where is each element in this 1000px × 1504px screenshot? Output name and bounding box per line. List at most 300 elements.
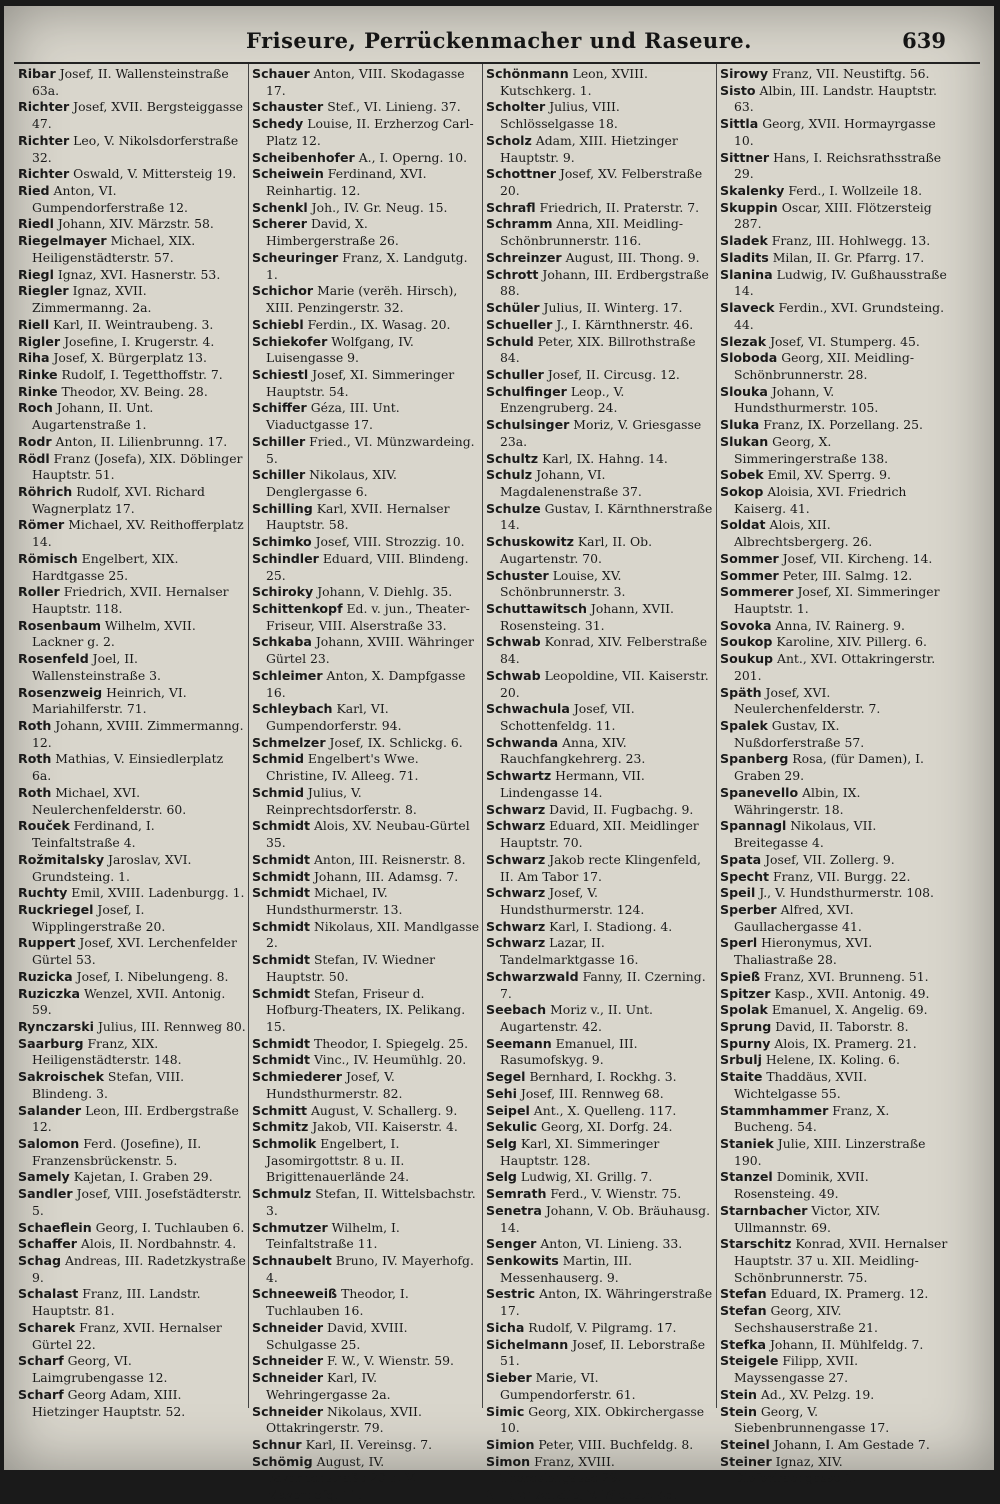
directory-entry bbox=[720, 1169, 948, 1202]
entry-details: Stefan, VIII. Blindeng. 3. bbox=[32, 1069, 185, 1101]
entry-details: Karl, IV. Wehringergasse 2a. bbox=[266, 1370, 391, 1402]
entry-surname: Sekulic bbox=[486, 1119, 538, 1135]
entry-details: Ferd., V. Wienstr. 75. bbox=[550, 1186, 682, 1202]
entry-details: Nikolaus, VII. Breitegasse 4. bbox=[734, 818, 877, 851]
entry-surname: Starschitz bbox=[720, 1236, 792, 1252]
directory-entry bbox=[486, 451, 714, 468]
entry-details: Josef, IX. Schlickg. 6. bbox=[329, 734, 463, 750]
directory-entry bbox=[252, 584, 480, 601]
directory-entry bbox=[486, 1002, 714, 1035]
directory-entry bbox=[720, 685, 948, 718]
entry-surname: Schiffer bbox=[252, 400, 307, 416]
entry-surname: Spieß bbox=[720, 968, 761, 984]
entry-details: Fanny, II. Czerning. 7. bbox=[500, 968, 706, 1001]
directory-entry bbox=[486, 384, 714, 417]
entry-details: Karl, I. Stadiong. 4. bbox=[549, 918, 673, 934]
directory-entry bbox=[486, 66, 714, 99]
entry-details: Eduard, VIII. Blindeng. 25. bbox=[266, 550, 469, 583]
directory-entry bbox=[486, 467, 714, 500]
entry-details: Oswald, V. Mittersteig 19. bbox=[73, 166, 237, 182]
entry-details: Karl, XI. Simmeringer Hauptstr. 128. bbox=[500, 1136, 660, 1168]
column-divider bbox=[716, 64, 717, 1408]
entry-details: Josef, VII. Schottenfeldg. 11. bbox=[500, 701, 635, 734]
entry-details: Lazar, II. Tandelmarktgasse 16. bbox=[500, 935, 639, 968]
entry-surname: Roch bbox=[18, 400, 53, 416]
entry-details: Anton, X. Dampfgasse 16. bbox=[266, 667, 466, 700]
directory-entry bbox=[486, 1069, 714, 1086]
directory-entry bbox=[720, 1286, 948, 1303]
entry-surname: Richter bbox=[18, 166, 70, 182]
entry-surname: Rodr bbox=[18, 433, 52, 449]
directory-entry bbox=[252, 467, 480, 500]
entry-surname: Steiner bbox=[720, 1453, 772, 1469]
entry-details: Ferd. (Josefine), II. Franzensbrückenstr. 5. bbox=[32, 1136, 202, 1168]
entry-surname: Schwarz bbox=[486, 851, 546, 867]
entry-surname: Sandler bbox=[18, 1186, 73, 1202]
entry-surname: Scharek bbox=[18, 1319, 76, 1335]
entry-details: David, II. Taborstr. 8. bbox=[775, 1018, 909, 1034]
entry-details: Karl, II. Weintraubeng. 3. bbox=[53, 316, 214, 332]
directory-entry bbox=[486, 300, 714, 317]
entry-details: Julius, III. Rennweg 80. bbox=[97, 1018, 246, 1034]
entry-details: Georg, X. Simmeringerstraße 138. bbox=[734, 433, 889, 466]
entry-details: Milan, II. Gr. Pfarrg. 17. bbox=[772, 249, 925, 265]
directory-entry bbox=[486, 885, 714, 918]
directory-entry bbox=[18, 216, 246, 233]
entry-details: Stefan, Friseur d. Hofburg-Theaters, IX. Pelikang. 15. bbox=[266, 985, 466, 1034]
directory-entry bbox=[252, 400, 480, 433]
directory-entry bbox=[486, 216, 714, 249]
entry-details: Alois, II. Nordbahnstr. 4. bbox=[80, 1236, 237, 1252]
directory-entry bbox=[18, 584, 246, 617]
directory-entry bbox=[720, 785, 948, 818]
entry-details: Moriz, V. Griesgasse 23a. bbox=[500, 417, 702, 449]
entry-details: Emil, XV. Sperrg. 9. bbox=[767, 467, 891, 483]
entry-surname: Schkaba bbox=[252, 634, 312, 650]
directory-entry bbox=[252, 1320, 480, 1353]
entry-details: Alois, IX. Pramerg. 21. bbox=[774, 1035, 917, 1051]
directory-entry bbox=[720, 935, 948, 968]
entry-details: Anna, XIV. Rauchfangkehrerg. 23. bbox=[500, 734, 646, 767]
entry-surname: Starnbacher bbox=[720, 1202, 808, 1218]
directory-entry bbox=[720, 1337, 948, 1354]
directory-column-4 bbox=[720, 66, 948, 1486]
entry-details: Franz, XVI. Brunneng. 51. bbox=[763, 968, 929, 984]
directory-entry bbox=[720, 986, 948, 1003]
entry-details: Leopoldine, VII. Kaiserstr. 20. bbox=[500, 667, 709, 700]
entry-details: Josef, V. Hundsthurmerstr. 82. bbox=[266, 1069, 403, 1101]
entry-surname: Spanberg bbox=[720, 751, 789, 767]
entry-details: Nikolaus, XIV. Denglergasse 6. bbox=[266, 467, 397, 499]
entry-surname: Schenkl bbox=[252, 199, 308, 215]
directory-entry bbox=[252, 986, 480, 1036]
entry-details: Josef, VIII. Strozzig. 10. bbox=[315, 534, 465, 550]
directory-entry bbox=[252, 1286, 480, 1319]
entry-surname: Rinke bbox=[18, 366, 58, 382]
directory-entry bbox=[720, 885, 948, 902]
entry-surname: Schmidt bbox=[252, 918, 310, 934]
entry-surname: Späth bbox=[720, 684, 762, 700]
directory-entry bbox=[486, 919, 714, 936]
entry-details: Anna, XII. Meidling-Schönbrunnerstr. 116. bbox=[500, 216, 684, 249]
directory-entry bbox=[720, 718, 948, 751]
entry-surname: Riegl bbox=[18, 266, 54, 282]
entry-surname: Schuttawitsch bbox=[486, 601, 587, 616]
entry-surname: Slezak bbox=[720, 333, 767, 349]
entry-details: Stef., VI. Linieng. 37. bbox=[327, 99, 461, 115]
directory-entry bbox=[252, 1454, 480, 1504]
entry-details: Josef, V. Hundsthurmerstr. 124. bbox=[500, 885, 645, 917]
entry-details: Emil, XVIII. Ladenburgg. 1. bbox=[71, 885, 245, 901]
directory-entry bbox=[486, 200, 714, 217]
entry-surname: Schiller bbox=[252, 467, 306, 483]
entry-details: Adam, XIII. Hietzinger Hauptstr. 9. bbox=[500, 132, 678, 165]
entry-surname: Spata bbox=[720, 851, 762, 867]
entry-details: Karoline, XIV. Pillerg. 6. bbox=[776, 634, 927, 650]
directory-entry bbox=[252, 334, 480, 367]
page-title: Friseure, Perrückenmacher und Raseure. bbox=[246, 28, 752, 53]
entry-details: David, XVIII. Schulgasse 25. bbox=[266, 1319, 408, 1352]
entry-details: Franz, XVIII. Theresiengasse 29. bbox=[500, 1453, 622, 1486]
directory-entry bbox=[486, 1203, 714, 1236]
entry-surname: Schmidt bbox=[252, 818, 310, 834]
entry-details: Josef, XI. Simmeringer Hauptstr. 54. bbox=[266, 366, 455, 399]
directory-entry bbox=[18, 1286, 246, 1319]
directory-entry bbox=[720, 250, 948, 267]
entry-surname: Schuld bbox=[486, 333, 534, 349]
entry-details: Leop., V. Enzengruberg. 24. bbox=[500, 383, 625, 416]
entry-surname: Soukup bbox=[720, 651, 774, 667]
directory-entry bbox=[252, 1404, 480, 1437]
entry-details: Martin, III. Messenhauserg. 9. bbox=[500, 1253, 633, 1285]
entry-details: Josef, I. Wipplingerstraße 20. bbox=[32, 901, 166, 934]
directory-entry bbox=[720, 1136, 948, 1169]
entry-surname: Schneider bbox=[252, 1403, 324, 1419]
entry-surname: Schmelzer bbox=[252, 734, 326, 750]
directory-column-3 bbox=[486, 66, 714, 1503]
directory-entry bbox=[486, 1086, 714, 1103]
entry-surname: Schuster bbox=[486, 567, 549, 583]
entry-surname: Schwarz bbox=[486, 935, 546, 951]
entry-surname: Schramm bbox=[486, 216, 553, 232]
entry-details: Vinc., IV. Heumühlg. 20. bbox=[313, 1052, 467, 1068]
entry-details: Michael, XVI. Neulerchenfelderstr. 60. bbox=[32, 784, 187, 817]
entry-surname: Stammhammer bbox=[720, 1102, 829, 1118]
entry-surname: Seebach bbox=[486, 1002, 547, 1018]
entry-surname: Ruziczka bbox=[18, 985, 80, 1001]
directory-entry bbox=[18, 66, 246, 99]
entry-surname: Soldat bbox=[720, 517, 766, 533]
entry-details: Alfred, XVI. Gaullachergasse 41. bbox=[734, 901, 862, 934]
directory-entry bbox=[720, 1387, 948, 1404]
entry-details: Kasp., XVII. Antonig. 49. bbox=[774, 985, 930, 1001]
entry-surname: Rosenbaum bbox=[18, 617, 101, 633]
directory-entry bbox=[18, 935, 246, 968]
entry-details: Ferdin., XVI. Grundsteing. 44. bbox=[734, 300, 945, 332]
entry-surname: Schiller bbox=[252, 433, 306, 449]
directory-entry bbox=[252, 1036, 480, 1053]
entry-surname: Sladek bbox=[720, 233, 768, 249]
entry-surname: Saarburg bbox=[18, 1035, 84, 1051]
directory-entry bbox=[486, 1404, 714, 1437]
directory-entry bbox=[252, 1069, 480, 1102]
entry-surname: Schiekofer bbox=[252, 333, 328, 349]
entry-details: Johann, V. Diehlg. 35. bbox=[317, 584, 453, 600]
directory-entry bbox=[18, 902, 246, 935]
entry-surname: Schwarz bbox=[486, 885, 546, 901]
directory-entry bbox=[252, 283, 480, 316]
entry-details: August, V. Schallerg. 9. bbox=[310, 1102, 458, 1118]
entry-surname: Samely bbox=[18, 1169, 70, 1185]
entry-details: Franz, X. Bucheng. 54. bbox=[734, 1102, 890, 1135]
directory-entry bbox=[252, 751, 480, 784]
directory-entry bbox=[18, 384, 246, 401]
entry-details: Franz, XIX. Heiligenstädterstr. 148. bbox=[32, 1035, 182, 1068]
entry-details: Thaddäus, XVII. Wichtelgasse 55. bbox=[734, 1069, 868, 1101]
directory-entry bbox=[18, 317, 246, 334]
entry-details: Peter, XIX. Billrothstraße 84. bbox=[500, 333, 696, 366]
entry-surname: Stein bbox=[720, 1386, 757, 1402]
entry-surname: Schulze bbox=[486, 500, 541, 516]
entry-details: Fried., VI. Münzwardeing. 5. bbox=[266, 433, 475, 466]
entry-details: Josef, VI. Stumperg. 45. bbox=[770, 333, 920, 349]
directory-entry bbox=[486, 1169, 714, 1186]
entry-surname: Selg bbox=[486, 1136, 517, 1151]
entry-details: Karl, VI. Gumpendorferstr. 94. bbox=[266, 701, 402, 734]
entry-details: Theodor, I. Tuchlauben 16. bbox=[266, 1286, 409, 1319]
entry-details: Dominik, XVII. Rosensteing. 49. bbox=[734, 1169, 869, 1202]
entry-details: Johann, XVIII. Währinger Gürtel 23. bbox=[266, 634, 474, 667]
directory-entry bbox=[18, 651, 246, 684]
directory-entry bbox=[486, 1320, 714, 1337]
entry-details: David, II. Fugbachg. 9. bbox=[549, 801, 694, 817]
entry-details: Joel, II. Wallensteinstraße 3. bbox=[32, 651, 161, 683]
entry-surname: Senkowits bbox=[486, 1253, 559, 1269]
entry-details: Ferdinand, I. Teinfaltstraße 4. bbox=[32, 818, 155, 851]
entry-details: Peter, VIII. Buchfeldg. 8. bbox=[538, 1436, 694, 1452]
directory-entry bbox=[486, 501, 714, 534]
entry-details: Josef, VII. Zollerg. 9. bbox=[765, 851, 895, 867]
entry-surname: Schnaubelt bbox=[252, 1253, 332, 1269]
directory-entry bbox=[720, 902, 948, 935]
entry-surname: Steinel bbox=[720, 1436, 770, 1452]
entry-details: Josef, XVI. Lerchenfelder Gürtel 53. bbox=[32, 935, 237, 968]
directory-entry bbox=[18, 1387, 246, 1420]
directory-entry bbox=[252, 1119, 480, 1136]
entry-surname: Schmidt bbox=[252, 1052, 310, 1068]
directory-entry bbox=[486, 701, 714, 734]
entry-surname: Schmidt bbox=[252, 1035, 310, 1051]
entry-details: Hermann, VII. Lindengasse 14. bbox=[500, 768, 645, 800]
entry-surname: Schneeweiß bbox=[252, 1286, 338, 1302]
entry-details: Johann, VI. Magdalenenstraße 37. bbox=[500, 467, 642, 499]
directory-entry bbox=[486, 267, 714, 300]
entry-details: Franz (Josefa), XIX. Döblinger Hauptstr. 51. bbox=[32, 450, 243, 483]
entry-details: Friedrich, XVII. Hernalser Hauptstr. 118. bbox=[32, 584, 229, 616]
directory-entry bbox=[486, 818, 714, 851]
entry-surname: Schottner bbox=[486, 166, 556, 182]
directory-entry bbox=[486, 1186, 714, 1203]
entry-details: Engelbert, XIX. Hardtgasse 25. bbox=[32, 550, 179, 583]
entry-surname: Schuskowitz bbox=[486, 534, 574, 550]
directory-entry bbox=[720, 183, 948, 200]
entry-details: Ad., XV. Pelzg. 19. bbox=[760, 1386, 875, 1402]
directory-entry bbox=[486, 802, 714, 819]
entry-surname: Salomon bbox=[18, 1136, 80, 1151]
entry-details: Anton, II. Lilienbrunng. 17. bbox=[55, 433, 228, 449]
directory-entry bbox=[252, 66, 480, 99]
directory-entry bbox=[486, 1136, 714, 1169]
entry-surname: Simon bbox=[486, 1453, 531, 1469]
entry-details: Louise, II. Erzherzog Carl-Platz 12. bbox=[266, 116, 474, 148]
entry-surname: Schulfinger bbox=[486, 383, 567, 399]
entry-surname: Scharf bbox=[18, 1386, 64, 1402]
entry-surname: Schreinzer bbox=[486, 249, 562, 265]
entry-surname: Skalenky bbox=[720, 183, 785, 199]
entry-details: Moriz v., II. Unt. Augartenstr. 42. bbox=[500, 1002, 653, 1034]
entry-surname: Schmidt bbox=[252, 952, 310, 968]
directory-entry bbox=[720, 568, 948, 585]
entry-surname: Schömig bbox=[252, 1453, 313, 1469]
directory-entry bbox=[252, 885, 480, 918]
entry-details: Johann, III. Adamsg. 7. bbox=[313, 868, 459, 884]
entry-details: Anton, III. Reisnerstr. 8. bbox=[313, 851, 466, 867]
entry-surname: Slanina bbox=[720, 266, 773, 282]
entry-surname: Roth bbox=[18, 751, 52, 767]
directory-entry bbox=[486, 634, 714, 667]
entry-surname: Schmitz bbox=[252, 1119, 309, 1135]
entry-surname: Schönmann bbox=[486, 66, 569, 81]
entry-details: Georg, XIX. Obkirchergasse 10. bbox=[500, 1403, 705, 1436]
directory-entry bbox=[486, 133, 714, 166]
entry-surname: Seipel bbox=[486, 1102, 530, 1118]
entry-details: Wilhelm, I. Teinfaltstraße 11. bbox=[266, 1219, 400, 1252]
directory-entry bbox=[18, 233, 246, 266]
directory-entry bbox=[18, 1069, 246, 1102]
directory-entry bbox=[18, 718, 246, 751]
directory-entry bbox=[486, 534, 714, 567]
entry-details: Josef, XI. Simmeringer Hauptstr. 1. bbox=[734, 584, 940, 616]
entry-surname: Schwarz bbox=[486, 801, 546, 817]
directory-entry bbox=[720, 584, 948, 617]
directory-column-1 bbox=[18, 66, 246, 1426]
entry-details: Anton, VIII. Skodagasse 17. bbox=[266, 66, 465, 98]
entry-surname: Schmitt bbox=[252, 1102, 307, 1118]
entry-surname: Rigler bbox=[18, 333, 61, 349]
entry-details: Franz, III. Landstr. Hauptstr. 81. bbox=[32, 1286, 201, 1319]
entry-surname: Rödl bbox=[18, 450, 50, 466]
entry-surname: Schauster bbox=[252, 99, 324, 115]
entry-details: Konrad, XVII. Hernalser Hauptstr. 37 u. XII. Meidling-Schönbrunnerstr. 75. bbox=[734, 1236, 948, 1285]
entry-surname: Stefka bbox=[720, 1336, 766, 1352]
entry-surname: Schleybach bbox=[252, 701, 333, 717]
entry-surname: Schedy bbox=[252, 116, 304, 132]
entry-surname: Senetra bbox=[486, 1202, 542, 1218]
entry-details: Louise, XV. Schönbrunnerstr. 3. bbox=[500, 567, 626, 600]
directory-entry bbox=[18, 969, 246, 986]
directory-entry bbox=[720, 969, 948, 986]
entry-surname: Riegler bbox=[18, 283, 69, 299]
directory-entry bbox=[18, 334, 246, 351]
entry-details: Julius, II. Winterg. 17. bbox=[543, 300, 683, 316]
entry-details: Emanuel, X. Angelig. 69. bbox=[771, 1002, 928, 1018]
directory-entry bbox=[720, 818, 948, 851]
entry-surname: Riedl bbox=[18, 216, 54, 232]
directory-entry bbox=[18, 818, 246, 851]
entry-surname: Specht bbox=[720, 868, 770, 884]
entry-details: Marie, VI. Gumpendorferstr. 61. bbox=[500, 1370, 636, 1402]
directory-page bbox=[4, 6, 994, 1503]
directory-entry bbox=[720, 1069, 948, 1102]
entry-surname: Sommer bbox=[720, 567, 779, 583]
entry-details: Filipp, XVII. Mayssengasse 27. bbox=[734, 1353, 859, 1386]
entry-details: Nikolaus, XII. Mandlgasse 2. bbox=[266, 918, 480, 951]
directory-entry bbox=[18, 1253, 246, 1286]
entry-surname: Sehi bbox=[486, 1085, 517, 1101]
entry-surname: Sichelmann bbox=[486, 1336, 569, 1352]
directory-entry bbox=[252, 99, 480, 116]
entry-details: Ant., X. Quelleng. 117. bbox=[533, 1102, 677, 1118]
entry-details: Amalie, V. Wienstr. 45. bbox=[536, 1487, 678, 1503]
entry-surname: Scheiwein bbox=[252, 166, 324, 182]
entry-surname: Riell bbox=[18, 316, 50, 332]
entry-surname: Spolak bbox=[720, 1002, 768, 1018]
entry-surname: Srbulj bbox=[720, 1052, 762, 1068]
directory-column-2 bbox=[252, 66, 480, 1503]
directory-entry bbox=[720, 417, 948, 434]
column-divider bbox=[482, 64, 483, 1408]
directory-entry bbox=[18, 517, 246, 550]
entry-details: Georg, XII. Meidling-Schönbrunnerstr. 28. bbox=[734, 350, 915, 382]
entry-surname: Schmidt bbox=[252, 885, 310, 901]
entry-surname: Schiroky bbox=[252, 584, 314, 600]
entry-surname: Staniek bbox=[720, 1136, 774, 1151]
entry-surname: Sladits bbox=[720, 249, 769, 265]
entry-surname: Sprung bbox=[720, 1018, 772, 1034]
entry-details: Franz, III. Hohlwegg. 13. bbox=[771, 233, 931, 249]
directory-entry bbox=[720, 751, 948, 784]
directory-entry bbox=[18, 166, 246, 183]
entry-details: Anna, IV. Rainerg. 9. bbox=[775, 617, 905, 633]
entry-details: Gustav, IX. Nußdorferstraße 57. bbox=[734, 718, 865, 750]
entry-surname: Simion bbox=[486, 1436, 535, 1452]
directory-entry bbox=[18, 350, 246, 367]
entry-surname: Sakroischek bbox=[18, 1069, 104, 1085]
entry-details: Franz, VII. Burgg. 22. bbox=[773, 868, 911, 884]
directory-entry bbox=[252, 852, 480, 869]
entry-details: Georg, V. Siebenbrunnengasse 17. bbox=[734, 1403, 890, 1436]
directory-entry bbox=[720, 634, 948, 651]
entry-details: Rudolf, V. Pilgramg. 17. bbox=[528, 1319, 677, 1335]
entry-surname: Schilling bbox=[252, 500, 313, 516]
directory-entry bbox=[18, 1353, 246, 1386]
directory-entry bbox=[252, 434, 480, 467]
entry-details: Hieronymus, XVI. Thaliastraße 28. bbox=[734, 935, 873, 968]
directory-entry bbox=[18, 1320, 246, 1353]
entry-surname: Schmiederer bbox=[252, 1069, 343, 1085]
entry-surname: Scheuringer bbox=[252, 249, 339, 265]
entry-surname: Schwab bbox=[486, 667, 541, 683]
directory-entry bbox=[720, 233, 948, 250]
directory-entry bbox=[486, 1286, 714, 1319]
directory-entry bbox=[18, 283, 246, 316]
directory-entry bbox=[720, 1002, 948, 1019]
directory-entry bbox=[720, 618, 948, 635]
directory-entry bbox=[252, 634, 480, 667]
entry-details: Karl, II. Vereinsg. 7. bbox=[305, 1436, 433, 1452]
directory-entry bbox=[252, 501, 480, 534]
entry-surname: Sirowy bbox=[720, 66, 769, 81]
